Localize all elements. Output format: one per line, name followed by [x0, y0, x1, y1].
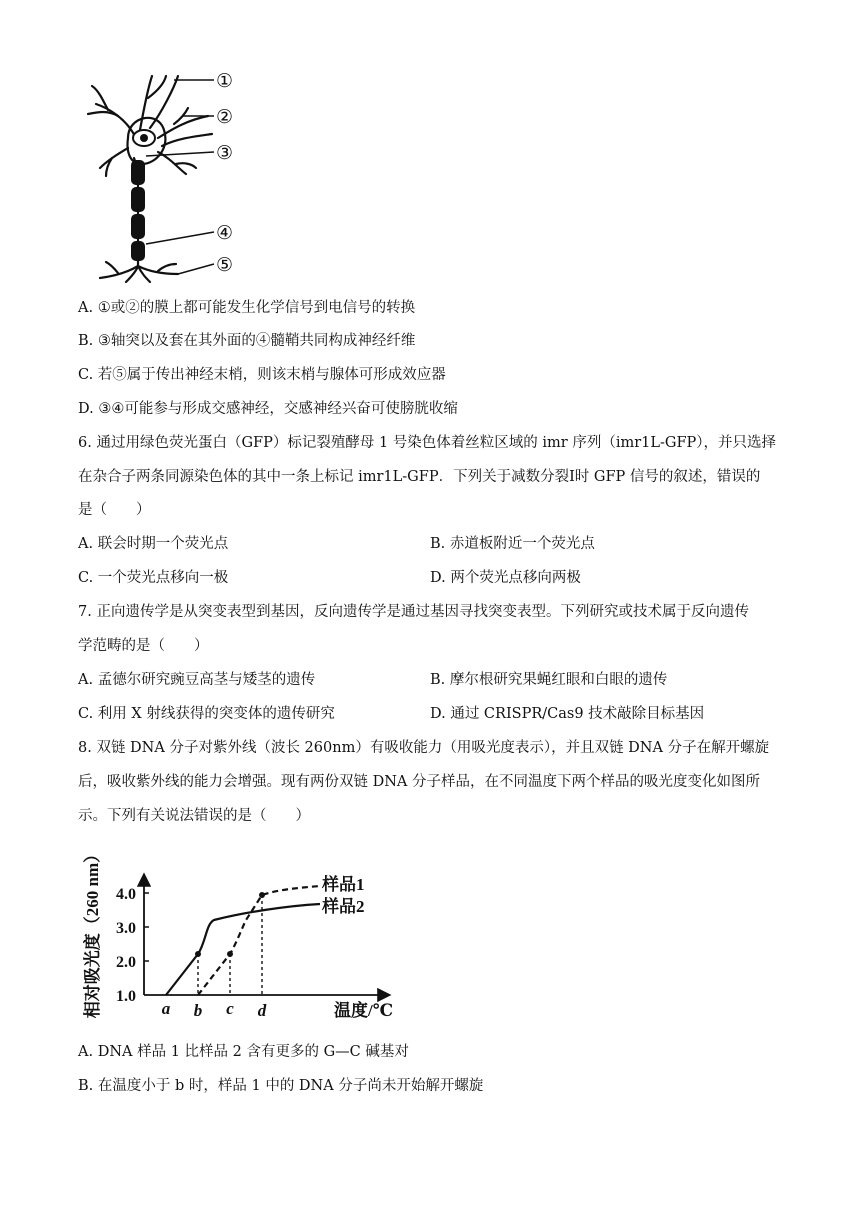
q7-stem-2: 学范畴的是（ ）: [78, 638, 209, 654]
series-label-1: 样品1: [322, 875, 365, 894]
point-sample1-d: [259, 892, 265, 898]
label-1: ①: [216, 71, 234, 92]
x-axis-label: 温度/℃: [334, 1001, 394, 1020]
absorbance-chart: [76, 832, 416, 1032]
point-sample2-b: [195, 951, 201, 957]
q5-option-c: C. 若⑤属于传出神经末梢，则该末梢与腺体可形成效应器: [78, 367, 446, 383]
q7-option-b: B. 摩尔根研究果蝇红眼和白眼的遗传: [430, 672, 668, 688]
y-tick-label: 2.0: [116, 954, 136, 971]
q5-option-a: A. ①或②的膜上都可能发生化学信号到电信号的转换: [78, 300, 416, 316]
series-sample-1: [198, 886, 320, 995]
q8-stem-1: 8. 双链 DNA 分子对紫外线（波长 260nm）有吸收能力（用吸光度表示），并且双链 DNA 分子在解开螺旋: [78, 740, 770, 756]
neuron-figure: [78, 68, 278, 288]
q6-stem-2: 在杂合子两条同源染色体的其中一条上标记 imr1L-GFP．下列关于减数分裂Ⅰ时 GFP 信号的叙述，错误的: [78, 469, 761, 485]
label-4: ④: [216, 223, 234, 244]
y-tick-label: 4.0: [116, 886, 136, 903]
series-label-2: 样品2: [322, 897, 365, 916]
q5-option-b: B. ③轴突以及套在其外面的④髓鞘共同构成神经纤维: [78, 333, 416, 349]
q6-option-a: A. 联会时期一个荧光点: [78, 536, 229, 552]
point-sample1-c: [227, 951, 233, 957]
x-tick-label: b: [193, 1001, 203, 1020]
x-tick-label: c: [226, 999, 234, 1018]
q7-option-d: D. 通过 CRISPR/Cas9 技术敲除目标基因: [430, 706, 705, 722]
q8-stem-2: 后，吸收紫外线的能力会增强。现有两份双链 DNA 分子样品，在不同温度下两个样品的吸光度变化如图所: [78, 774, 760, 790]
label-5: ⑤: [216, 255, 234, 276]
q6-option-c: C. 一个荧光点移向一极: [78, 570, 229, 586]
q8-option-a: A. DNA 样品 1 比样品 2 含有更多的 G—C 碱基对: [78, 1044, 409, 1060]
x-tick-label: a: [161, 999, 171, 1018]
q8-stem-3: 示。下列有关说法错误的是（ ）: [78, 808, 310, 824]
q5-option-d: D. ③④可能参与形成交感神经，交感神经兴奋可使膀胱收缩: [78, 401, 458, 417]
q6-stem-1: 6. 通过用绿色荧光蛋白（GFP）标记裂殖酵母 1 号染色体着丝粒区域的 imr 序列（imr1L-GFP），并只选择: [78, 435, 777, 451]
q7-stem-1: 7. 正向遗传学是从突变表型到基因，反向遗传学是通过基因寻找突变表型。下列研究或技术属于反向遗传: [78, 604, 749, 620]
q6-stem-3: 是（ ）: [78, 502, 151, 518]
q7-option-c: C. 利用 X 射线获得的突变体的遗传研究: [78, 706, 335, 722]
y-tick-label: 3.0: [116, 920, 136, 937]
x-tick-label: d: [257, 1001, 267, 1020]
label-3: ③: [216, 143, 234, 164]
series-sample-2: [166, 904, 320, 995]
q6-option-b: B. 赤道板附近一个荧光点: [430, 536, 595, 552]
q6-option-d: D. 两个荧光点移向两极: [430, 570, 581, 586]
label-2: ②: [216, 107, 234, 128]
y-tick-label: 1.0: [116, 988, 136, 1005]
q8-option-b: B. 在温度小于 b 时，样品 1 中的 DNA 分子尚未开始解开螺旋: [78, 1078, 484, 1094]
y-axis-label: 相对吸光度（260 nm）: [83, 845, 102, 1019]
q7-option-a: A. 孟德尔研究豌豆高茎与矮茎的遗传: [78, 672, 316, 688]
